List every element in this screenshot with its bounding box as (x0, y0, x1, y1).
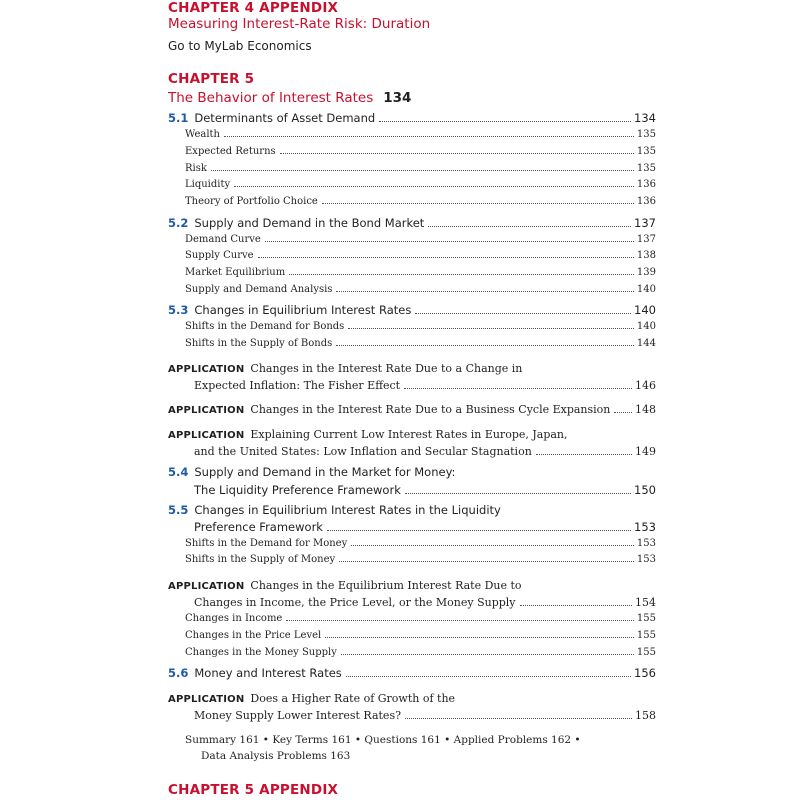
page-number: 137 (636, 234, 656, 245)
page-number: 137 (634, 216, 656, 230)
section-title-line2: Preference Framework (194, 520, 323, 534)
page-number: 140 (636, 284, 656, 295)
chapter-4-appendix-title-text: Measuring Interest-Rate Risk: Duration (168, 16, 431, 32)
subsection-title: Shifts in the Supply of Bonds (185, 338, 333, 349)
subsection-title: Theory of Portfolio Choice (185, 196, 318, 207)
dot-leader (339, 561, 634, 562)
subsection-title: Shifts in the Demand for Bonds (185, 321, 345, 332)
subsection-title: Wealth (185, 129, 220, 140)
section-title: Money and Interest Rates (194, 666, 342, 680)
dot-leader (405, 493, 631, 494)
application-title-line1: Does a Higher Rate of Growth of the (250, 692, 456, 705)
application-title-line2: Money Supply Lower Interest Rates? (194, 709, 401, 722)
page-number: 155 (636, 647, 656, 658)
chapter-5-page: 134 (383, 90, 412, 106)
dot-leader (211, 170, 634, 171)
dot-leader (224, 136, 634, 137)
section-title-line1: Supply and Demand in the Market for Money: (194, 465, 456, 479)
page-number: 158 (635, 709, 656, 722)
section-number: 5.3 (168, 303, 189, 317)
toc-subsection[interactable] (185, 630, 656, 641)
toc-section-5-6[interactable] (168, 666, 656, 680)
subsection-title: Market Equilibrium (185, 267, 286, 278)
toc-subsection[interactable] (185, 129, 656, 140)
subsection-title: Supply and Demand Analysis (185, 284, 333, 295)
page-number: 134 (634, 111, 656, 125)
subsection-title: Shifts in the Demand for Money (185, 538, 348, 549)
section-title: Supply and Demand in the Bond Market (194, 216, 425, 230)
chapter-4-appendix-label: CHAPTER 4 APPENDIX (168, 0, 339, 16)
application-low-interest-rates[interactable] (168, 428, 568, 441)
toc-section-5-3[interactable] (168, 303, 656, 317)
section-number: 5.4 (168, 465, 189, 479)
page-number: 140 (636, 321, 656, 332)
application-title-line1: Changes in the Equilibrium Interest Rate Due to (250, 579, 522, 592)
dot-leader (405, 718, 632, 719)
application-equilibrium-rate[interactable] (168, 579, 522, 592)
toc-subsection[interactable] (185, 538, 656, 549)
application-title: Changes in the Interest Rate Due to a Business Cycle Expansion (250, 403, 611, 416)
subsection-title: Demand Curve (185, 234, 261, 245)
page-number: 135 (636, 146, 656, 157)
application-tag: APPLICATION (168, 405, 245, 416)
dot-leader (404, 388, 632, 389)
dot-leader (265, 241, 634, 242)
page-number: 135 (636, 129, 656, 140)
dot-leader (336, 291, 633, 292)
page-number: 155 (636, 613, 656, 624)
dot-leader (520, 605, 632, 606)
toc-subsection[interactable] (185, 647, 656, 658)
toc-subsection[interactable] (185, 321, 656, 332)
toc-subsection[interactable] (185, 267, 656, 278)
subsection-title: Liquidity (185, 179, 231, 190)
toc-subsection[interactable] (185, 338, 656, 349)
page-number: 136 (636, 196, 656, 207)
page-number: 150 (634, 483, 656, 497)
mylab-note: Go to MyLab Economics (168, 39, 312, 53)
application-continuation[interactable] (194, 445, 656, 458)
application-tag: APPLICATION (168, 364, 245, 375)
chapter-5-label: CHAPTER 5 (168, 71, 255, 87)
dot-leader (614, 412, 632, 413)
subsection-title: Supply Curve (185, 250, 254, 261)
dot-leader (341, 654, 634, 655)
chapter-4-appendix-title[interactable] (168, 16, 430, 32)
dot-leader (348, 328, 634, 329)
page-number: 153 (634, 520, 656, 534)
page-number: 138 (636, 250, 656, 261)
section-continuation[interactable] (194, 483, 656, 497)
subsection-title: Shifts in the Supply of Money (185, 554, 336, 565)
dot-leader (322, 203, 634, 204)
dot-leader (234, 186, 634, 187)
application-tag: APPLICATION (168, 430, 245, 441)
chapter-5-title[interactable] (168, 90, 411, 106)
section-number: 5.1 (168, 111, 189, 125)
section-number: 5.2 (168, 216, 189, 230)
subsection-title: Expected Returns (185, 146, 276, 157)
toc-subsection[interactable] (185, 250, 656, 261)
dot-leader (415, 313, 631, 314)
application-title-line1: Explaining Current Low Interest Rates in Europe, Japan, (250, 428, 568, 441)
page-number: 136 (636, 179, 656, 190)
toc-subsection[interactable] (185, 554, 656, 565)
section-title: Changes in Equilibrium Interest Rates (194, 303, 412, 317)
section-number: 5.6 (168, 666, 189, 680)
toc-section-5-5[interactable] (168, 503, 501, 517)
subsection-title: Changes in the Price Level (185, 630, 322, 641)
section-title: Determinants of Asset Demand (194, 111, 376, 125)
subsection-title: Changes in Income (185, 613, 283, 624)
page-number: 149 (635, 445, 656, 458)
application-continuation[interactable] (194, 379, 656, 392)
application-title-line2: Changes in Income, the Price Level, or the Money Supply (194, 596, 516, 609)
page-number: 156 (634, 666, 656, 680)
dot-leader (258, 257, 634, 258)
dot-leader (428, 226, 631, 227)
application-title-line2: Expected Inflation: The Fisher Effect (194, 379, 401, 392)
application-tag: APPLICATION (168, 694, 245, 705)
toc-section-5-1[interactable] (168, 111, 656, 125)
dot-leader (286, 620, 634, 621)
page-number: 144 (636, 338, 656, 349)
application-title-line1: Changes in the Interest Rate Due to a Change in (250, 362, 523, 375)
dot-leader (280, 153, 634, 154)
toc-subsection[interactable] (185, 163, 656, 174)
application-fisher-effect[interactable] (168, 362, 522, 375)
dot-leader (346, 676, 631, 677)
section-title-line1: Changes in Equilibrium Interest Rates in the Liquidity (194, 503, 501, 517)
application-title-line2: and the United States: Low Inflation and Secular Stagnation (194, 445, 532, 458)
section-number: 5.5 (168, 503, 189, 517)
application-money-growth[interactable] (168, 692, 455, 705)
application-tag: APPLICATION (168, 581, 245, 592)
toc-section-5-4[interactable] (168, 465, 455, 479)
end-of-chapter-summary-line2: Data Analysis Problems 163 (201, 750, 351, 762)
dot-leader (327, 530, 631, 531)
chapter-5-appendix-label: CHAPTER 5 APPENDIX (168, 782, 339, 798)
page-number: 148 (635, 403, 656, 416)
application-continuation[interactable] (194, 709, 656, 722)
dot-leader (289, 274, 634, 275)
page-number: 139 (636, 267, 656, 278)
end-of-chapter-summary-line1: Summary 161 • Key Terms 161 • Questions 161 • Applied Problems 162 • (185, 734, 581, 746)
toc-subsection[interactable] (185, 196, 656, 207)
page-number: 146 (635, 379, 656, 392)
page-number: 153 (636, 554, 656, 565)
subsection-title: Changes in the Money Supply (185, 647, 337, 658)
toc-subsection[interactable] (185, 146, 656, 157)
page-number: 135 (636, 163, 656, 174)
dot-leader (336, 345, 634, 346)
section-continuation[interactable] (194, 520, 656, 534)
chapter-5-title-text: The Behavior of Interest Rates (168, 90, 374, 106)
subsection-title: Risk (185, 163, 207, 174)
dot-leader (325, 637, 634, 638)
dot-leader (351, 545, 634, 546)
toc-section-5-2[interactable] (168, 216, 656, 230)
page-number: 140 (634, 303, 656, 317)
toc-subsection[interactable] (185, 234, 656, 245)
section-title-line2: The Liquidity Preference Framework (194, 483, 401, 497)
dot-leader (536, 454, 632, 455)
page-number: 153 (636, 538, 656, 549)
page-number: 154 (635, 596, 656, 609)
toc-subsection[interactable] (185, 179, 656, 190)
dot-leader (379, 121, 631, 122)
toc-subsection[interactable] (185, 613, 656, 624)
page-number: 155 (636, 630, 656, 641)
application-business-cycle[interactable] (168, 403, 656, 416)
application-continuation[interactable] (194, 596, 656, 609)
toc-subsection[interactable] (185, 284, 656, 295)
